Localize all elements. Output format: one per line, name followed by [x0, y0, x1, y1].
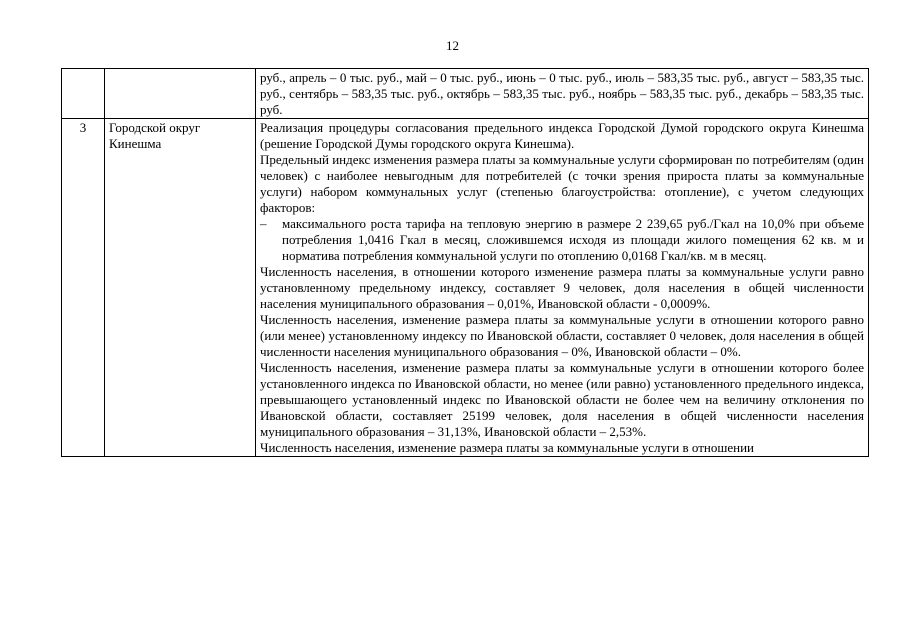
bullet-text: максимального роста тарифа на тепловую энергию в размере 2 239,65 руб./Гкал на 10,0% при объеме потребления 1,0416 Гкал в месяц, сложившемся исходя из площади жилого помещения 62 кв. м и норматива потребления коммунальной услуги по отоплению 0,0168 Гкал/кв. м в месяц.: [282, 216, 864, 263]
paragraph-population-less: Численность населения, изменение размера платы за коммунальные услуги в отношении которого равно (или менее) установленному индексу по Ивановской области, составляет 0 человек, доля населения в общей численности населения муниципального образования – 0%, Ивановской области – 0%.: [260, 312, 864, 359]
table-row: [62, 119, 869, 457]
row-number-cell: 3: [62, 119, 105, 457]
paragraph-index-formation: Предельный индекс изменения размера платы за коммунальные услуги сформирован по потребителям (один человек) с наиболее невыгодным для потребителей (с точки зрения прироста платы за коммунальные услуги) набором коммунальных услуг (степенью благоустройства: отопление), с учетом следующих факторов:: [260, 152, 864, 215]
paragraph-population-equal: Численность населения, в отношении которого изменение размера платы за коммунальные услуги равно установленному предельному индексу, составляет 9 человек, доля населения в общей численности населения муниципального образования – 0,01%, Ивановской области - 0,0009%.: [260, 264, 864, 311]
bullet-item: [260, 216, 864, 264]
municipality-cell: [105, 69, 256, 119]
continuation-paragraph: руб., апрель – 0 тыс. руб., май – 0 тыс. руб., июнь – 0 тыс. руб., июль – 583,35 тыс. руб., август – 583,35 тыс. руб., сентябрь – 583,35 тыс. руб., октябрь – 583,35 тыс. руб., ноябрь – 583,35 тыс. руб., декабрь – 583,35 тыс. руб.: [260, 70, 864, 117]
page-number: 12: [446, 38, 459, 53]
content-cell: [256, 69, 869, 119]
paragraph-population-more: Численность населения, изменение размера платы за коммунальные услуги в отношении которого более установленного индекса по Ивановской области, но менее (или равно) установленного предельного индекса, превышающего установленный индекс по Ивановской области не более чем на величину отклонения по Ивановской области, составляет 25199 человек, доля населения в общей численности населения муниципального образования – 31,13%, Ивановской области – 2,53%.: [260, 360, 864, 439]
table-row: [62, 69, 869, 119]
paragraph-population-continued: Численность населения, изменение размера платы за коммунальные услуги в отношении: [260, 440, 755, 455]
paragraph-procedure: Реализация процедуры согласования предельного индекса Городской Думой городского округа Кинешма (решение Городской Думы городского округа Кинешма).: [260, 120, 864, 151]
data-table: [61, 68, 869, 457]
municipality-cell: Городской округ Кинешма: [105, 119, 256, 457]
row-number-cell: [62, 69, 105, 119]
bullet-dash: –: [260, 216, 267, 231]
content-cell: [256, 119, 869, 457]
